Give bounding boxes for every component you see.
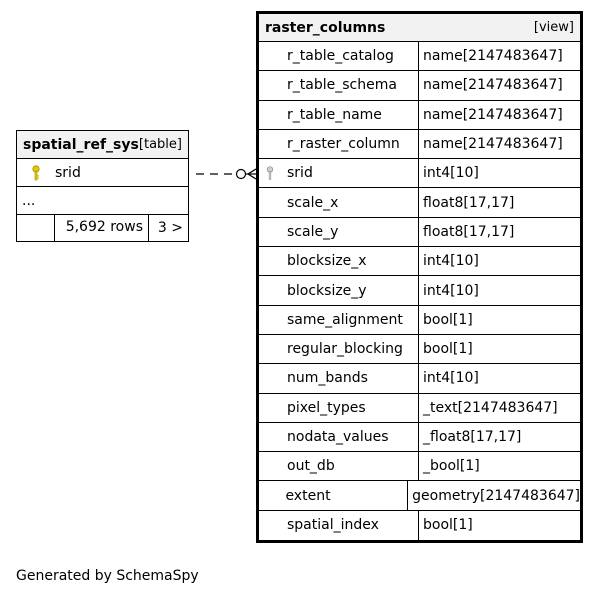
crow-foot-upper [248, 169, 256, 174]
column-icon-slot [259, 394, 281, 422]
column-row-blocksize-x[interactable] [259, 247, 580, 276]
column-row-pixel-types[interactable] [259, 394, 580, 423]
column-icon-slot [259, 511, 281, 540]
column-list [259, 42, 580, 540]
view-header [259, 14, 580, 42]
table-header [17, 131, 188, 159]
row-count: 5,692 rows [55, 215, 149, 241]
column-icon-slot [259, 481, 279, 509]
table-kind: [table] [138, 137, 182, 152]
column-type: geometry[2147483647] [412, 487, 580, 504]
column-name: out_db [281, 452, 419, 480]
column-type: int4[10] [423, 165, 479, 182]
table-name[interactable]: spatial_ref_sys [23, 136, 139, 153]
column-type: bool[1] [423, 311, 473, 328]
column-row-srid[interactable] [259, 159, 580, 188]
column-row-spatial-index[interactable] [259, 511, 580, 540]
column-row-r-table-schema[interactable] [259, 71, 580, 100]
column-row-scale-x[interactable] [259, 188, 580, 217]
view-kind: [view] [533, 20, 574, 35]
column-icon-slot [259, 188, 281, 216]
column-icon-slot [259, 364, 281, 392]
column-name: blocksize_y [281, 276, 419, 304]
column-name: r_table_schema [281, 71, 419, 99]
column-name: scale_y [281, 218, 419, 246]
column-icon-slot [259, 276, 281, 304]
column-type: name[2147483647] [423, 136, 563, 153]
column-row-blocksize-y[interactable] [259, 276, 580, 305]
column-icon-slot [259, 71, 281, 99]
column-row-r-table-catalog[interactable] [259, 42, 580, 71]
column-name: num_bands [281, 364, 419, 392]
column-type: name[2147483647] [423, 77, 563, 94]
column-name: blocksize_x [281, 247, 419, 275]
column-row-scale-y[interactable] [259, 218, 580, 247]
column-row-extent[interactable] [259, 481, 580, 510]
column-name: extent [279, 481, 408, 509]
column-icon-slot [259, 130, 281, 158]
column-row-nodata-values[interactable] [259, 423, 580, 452]
column-name: srid [55, 164, 81, 181]
column-icon-slot [259, 423, 281, 451]
table-footer [17, 215, 188, 241]
column-type: float8[17,17] [423, 223, 515, 240]
view-name[interactable]: raster_columns [265, 19, 386, 36]
column-row-num-bands[interactable] [259, 364, 580, 393]
column-name: spatial_index [281, 511, 419, 540]
column-type: _text[2147483647] [423, 399, 558, 416]
column-type: bool[1] [423, 341, 473, 358]
column-name: r_table_name [281, 101, 419, 129]
column-type: _float8[17,17] [423, 429, 522, 445]
generated-by-note: Generated by SchemaSpy [16, 568, 199, 584]
column-type: float8[17,17] [423, 194, 515, 211]
column-icon-slot [259, 306, 281, 334]
column-type: int4[10] [423, 370, 479, 387]
column-type: int4[10] [423, 253, 479, 270]
column-row-out-db[interactable] [259, 452, 580, 481]
column-name: srid [281, 159, 419, 187]
column-icon-slot [259, 335, 281, 363]
parents-cell [17, 215, 55, 241]
ellipsis-text: ... [22, 192, 36, 209]
column-icon-slot [259, 101, 281, 129]
primary-key-icon [17, 165, 55, 181]
column-row-r-raster-column[interactable] [259, 130, 580, 159]
column-name: same_alignment [281, 306, 419, 334]
raster-columns-view[interactable] [256, 11, 583, 543]
column-type: name[2147483647] [423, 48, 563, 65]
crow-foot-lower [248, 174, 256, 179]
column-name: r_table_catalog [281, 42, 419, 70]
column-icon-slot [259, 452, 281, 480]
column-icon-slot [259, 247, 281, 275]
column-type: bool[1] [423, 517, 473, 534]
foreign-key-icon [259, 159, 281, 187]
column-type: int4[10] [423, 282, 479, 299]
spatial-ref-sys-table[interactable] [16, 130, 189, 242]
column-row-regular-blocking[interactable] [259, 335, 580, 364]
column-row-same-alignment[interactable] [259, 306, 580, 335]
column-name: scale_x [281, 188, 419, 216]
column-type: _bool[1] [423, 458, 480, 475]
more-columns-indicator [17, 187, 188, 215]
column-type: name[2147483647] [423, 106, 563, 123]
column-name: r_raster_column [281, 130, 419, 158]
column-row-r-table-name[interactable] [259, 101, 580, 130]
column-icon-slot [259, 218, 281, 246]
column-name: regular_blocking [281, 335, 419, 363]
column-row-srid[interactable] [17, 159, 188, 187]
column-name: pixel_types [281, 394, 419, 422]
children-link[interactable]: 3 > [157, 219, 183, 236]
column-name: nodata_values [281, 423, 419, 451]
column-icon-slot [259, 42, 281, 70]
zero-cardinality-marker [237, 170, 246, 179]
